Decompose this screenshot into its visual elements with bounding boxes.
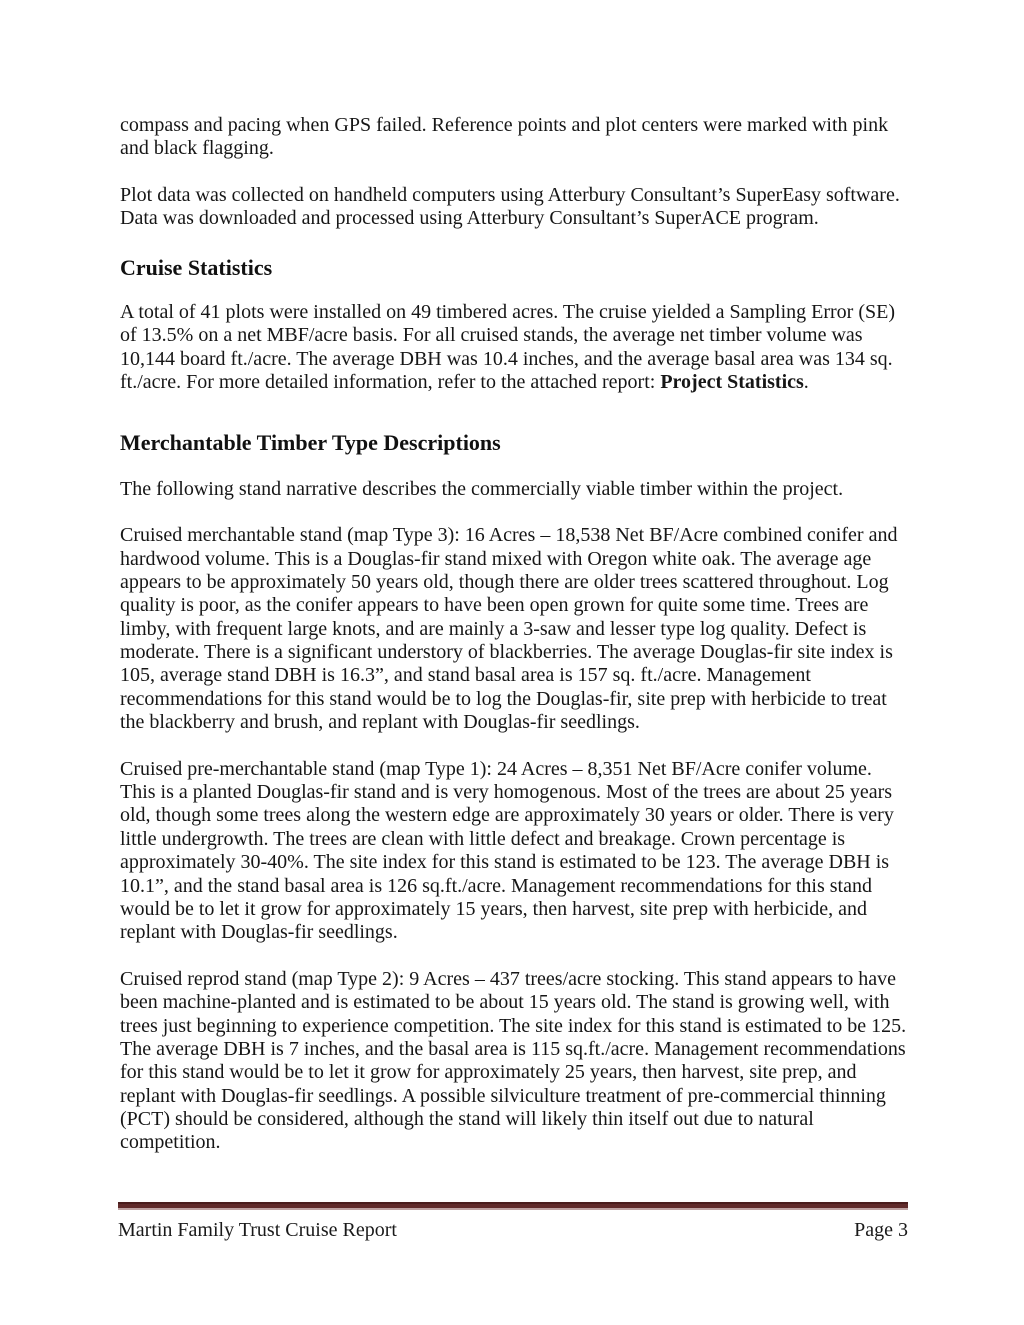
- paragraph-cruise-statistics: [120, 301, 911, 395]
- footer-report-title: Martin Family Trust Cruise Report: [118, 1219, 397, 1241]
- document-body: [120, 114, 911, 1178]
- heading-cruise-statistics: Cruise Statistics: [120, 254, 273, 280]
- paragraph-stand-type-1: Cruised pre-merchantable stand (map Type 1): 24 Acres – 8,351 Net BF/Acre conifer volume. This is a planted Douglas-fir stand and is very homogenous. Most of the trees are about 25 years old, though some trees along the western edge are approximately 30 years or older. There is very little undergrowth. The trees are clean with little defect and breakage. Crown percentage is approximately 30-40%. The site index for this stand is estimated to be 123. The average DBH is 10.1”, and the stand basal area is 126 sq.ft./acre. Management recommendations for this stand would be to let it grow for approximately 15 years, then harvest, site prep with herbicide, and replant with Douglas-fir seedlings.: [120, 757, 894, 944]
- footer-page-number: Page 3: [854, 1219, 908, 1241]
- paragraph-stand-type-2: Cruised reprod stand (map Type 2): 9 Acres – 437 trees/acre stocking. This stand appears to have been machine-planted and is estimated to be about 15 years old. The stand is growing well, with trees just beginning to experience competition. The site index for this stand is estimated to be 125. The average DBH is 7 inches, and the basal area is 115 sq.ft./acre. Management recommendations for this stand would be to let it grow for approximately 25 years, then harvest, site prep, and replant with Douglas-fir seedlings. A possible silviculture treatment of pre-commercial thinning (PCT) should be considered, although the stand will likely thin itself out due to natural competition.: [120, 967, 907, 1154]
- project-statistics-reference: Project Statistics: [660, 371, 804, 394]
- cruise-statistics-period: .: [803, 371, 809, 394]
- footer-text-row: [118, 1219, 908, 1242]
- paragraph-timber-intro: The following stand narrative describes the commercially viable timber within the project.: [120, 477, 844, 500]
- cruise-statistics-text: A total of 41 plots were installed on 49 timbered acres. The cruise yielded a Sampling Error (SE) of 13.5% on a net MBF/acre basis. For all cruised stands, the average net timber volume was 10,144 board ft./acre. The average DBH was 10.4 inches, and the average basal area was 134 sq. ft./acre. For more detailed information, refer to the attached report:: [120, 300, 895, 394]
- heading-timber-type-descriptions: Merchantable Timber Type Descriptions: [120, 430, 501, 456]
- paragraph-stand-type-3: Cruised merchantable stand (map Type 3): 16 Acres – 18,538 Net BF/Acre combined conifer and hardwood volume. This is a Douglas-fir stand mixed with Oregon white oak. The average age appears to be approximately 50 years old, though there are older trees scattered throughout. Log quality is poor, as the conifer appears to have been open grown for quite some time. Trees are limby, with frequent large knots, and are mainly a 3-saw and lesser type log quality. Defect is moderate. There is a significant understory of blackberries. The average Douglas-fir site index is 105, average stand DBH is 16.3”, and stand basal area is 157 sq. ft./acre. Management recommendations for this stand would be to log the Douglas-fir, site prep with herbicide to treat the blackberry and brush, and replant with Douglas-fir seedlings.: [120, 524, 898, 734]
- page-footer: [118, 1202, 908, 1242]
- paragraph-gps-flagging: compass and pacing when GPS failed. Reference points and plot centers were marked with pink and black flagging.: [120, 114, 889, 160]
- footer-rule: [118, 1202, 908, 1210]
- paragraph-plot-data: Plot data was collected on handheld computers using Atterbury Consultant’s SuperEasy software. Data was downloaded and processed using Atterbury Consultant’s SuperACE program.: [120, 183, 900, 230]
